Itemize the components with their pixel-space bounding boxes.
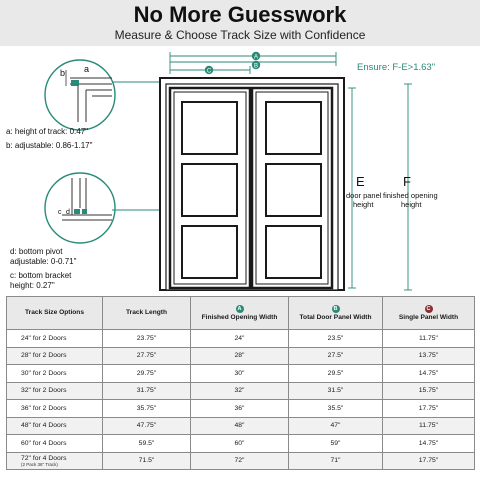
e-description-1: door panel — [346, 191, 382, 200]
table-row — [7, 400, 475, 418]
page-title: No More Guesswork — [133, 2, 347, 27]
f-description-1: finished opening — [383, 191, 438, 200]
track-pack-note: (2 Pack 36" Track) — [21, 461, 58, 467]
table-cell-opening: 24" — [191, 330, 289, 348]
table-cell-opening: 30" — [191, 365, 289, 383]
table-cell-length: 35.75" — [103, 400, 191, 418]
table-cell-opening: 28" — [191, 347, 289, 365]
track-size-option-cell — [7, 330, 103, 348]
label-d: d — [66, 209, 70, 216]
table-cell-length: 27.75" — [103, 347, 191, 365]
table-cell-single: 17.75" — [383, 452, 475, 470]
column-header — [383, 297, 475, 330]
track-size-option-cell — [7, 347, 103, 365]
note-adjustable: b: adjustable: 0.86-1.17" — [6, 141, 93, 150]
table-cell-opening: 48" — [191, 417, 289, 435]
table-cell-single: 14.75" — [383, 365, 475, 383]
label-b: b — [60, 68, 66, 78]
table-cell-opening: 32" — [191, 382, 289, 400]
page-subtitle: Measure & Choose Track Size with Confidence — [114, 28, 366, 42]
table-cell-length: 59.5" — [103, 435, 191, 453]
note-bottom-bracket-2: height: 0.27" — [10, 281, 55, 290]
column-header — [103, 297, 191, 330]
badge-icon: A — [236, 305, 244, 313]
table-body — [7, 330, 475, 470]
badge-icon: C — [425, 305, 433, 313]
track-size-option-cell — [7, 417, 103, 435]
note-bottom-pivot-1: d: bottom pivot — [10, 247, 63, 256]
label-a: a — [84, 64, 90, 74]
table-cell-total: 71" — [289, 452, 383, 470]
table-cell-single: 11.75" — [383, 417, 475, 435]
table-row — [7, 382, 475, 400]
table-row — [7, 452, 475, 470]
label-f: F — [403, 174, 411, 189]
table-cell-single: 13.75" — [383, 347, 475, 365]
table-cell-length: 31.75" — [103, 382, 191, 400]
note-track-height: a: height of track: 0.47" — [6, 127, 88, 136]
note-bottom-pivot-2: adjustable: 0-0.71" — [10, 257, 77, 266]
track-size-option: 30" for 2 Doors — [21, 369, 67, 377]
table-cell-total: 27.5" — [289, 347, 383, 365]
note-bottom-bracket-1: c: bottom bracket — [10, 271, 72, 280]
table-row — [7, 330, 475, 348]
track-size-option: 36" for 2 Doors — [21, 404, 67, 412]
column-header-label: Track Length — [125, 309, 168, 316]
e-description-2: height — [353, 200, 374, 209]
table-cell-length: 29.75" — [103, 365, 191, 383]
column-header-label: Single Panel Width — [398, 313, 459, 321]
table-header-row — [7, 297, 475, 330]
track-size-option: 60" for 4 Doors — [21, 439, 67, 447]
track-size-option-cell — [7, 382, 103, 400]
table-cell-single: 15.75" — [383, 382, 475, 400]
track-size-table-wrap — [6, 296, 474, 470]
track-detail-circle — [45, 60, 115, 130]
table-cell-total: 29.5" — [289, 365, 383, 383]
column-header-label: Track Size Options — [25, 309, 84, 316]
track-size-option: 72" for 4 Doors — [21, 454, 67, 462]
table-row — [7, 417, 475, 435]
table-cell-total: 31.5" — [289, 382, 383, 400]
track-size-table — [6, 296, 475, 470]
table-cell-opening: 60" — [191, 435, 289, 453]
table-cell-length: 23.75" — [103, 330, 191, 348]
column-header — [289, 297, 383, 330]
track-size-option-cell — [7, 452, 103, 470]
table-row — [7, 347, 475, 365]
label-c: c — [58, 209, 62, 216]
badge-icon: B — [332, 305, 340, 313]
table-cell-single: 17.75" — [383, 400, 475, 418]
column-header-label: Finished Opening Width — [201, 313, 278, 321]
table-cell-total: 47" — [289, 417, 383, 435]
table-cell-opening: 36" — [191, 400, 289, 418]
badge-a-letter: A — [253, 54, 259, 61]
badge-c-letter: C — [206, 68, 212, 75]
track-size-option: 24" for 2 Doors — [21, 334, 67, 342]
track-size-option-cell — [7, 365, 103, 383]
table-cell-total: 35.5" — [289, 400, 383, 418]
column-header-label: Total Door Panel Width — [299, 313, 372, 321]
label-e: E — [356, 174, 365, 189]
track-size-option: 32" for 2 Doors — [21, 387, 67, 395]
table-cell-total: 59" — [289, 435, 383, 453]
table-row — [7, 435, 475, 453]
table-cell-length: 47.75" — [103, 417, 191, 435]
table-cell-single: 11.75" — [383, 330, 475, 348]
door-panel-right — [252, 88, 332, 288]
column-header — [7, 297, 103, 330]
pivot-detail-circle — [45, 173, 115, 243]
track-size-option: 48" for 4 Doors — [21, 422, 67, 430]
table-row — [7, 365, 475, 383]
table-cell-total: 23.5" — [289, 330, 383, 348]
ensure-note: Ensure: F-E>1.63" — [357, 62, 436, 73]
door-panel-left — [170, 88, 250, 288]
track-size-option-cell — [7, 435, 103, 453]
badge-b-letter: B — [253, 63, 259, 70]
f-description-2: height — [401, 200, 422, 209]
column-header — [191, 297, 289, 330]
table-cell-single: 14.75" — [383, 435, 475, 453]
table-cell-length: 71.5" — [103, 452, 191, 470]
table-cell-opening: 72" — [191, 452, 289, 470]
track-size-option-cell — [7, 400, 103, 418]
track-size-option: 28" for 2 Doors — [21, 352, 67, 360]
